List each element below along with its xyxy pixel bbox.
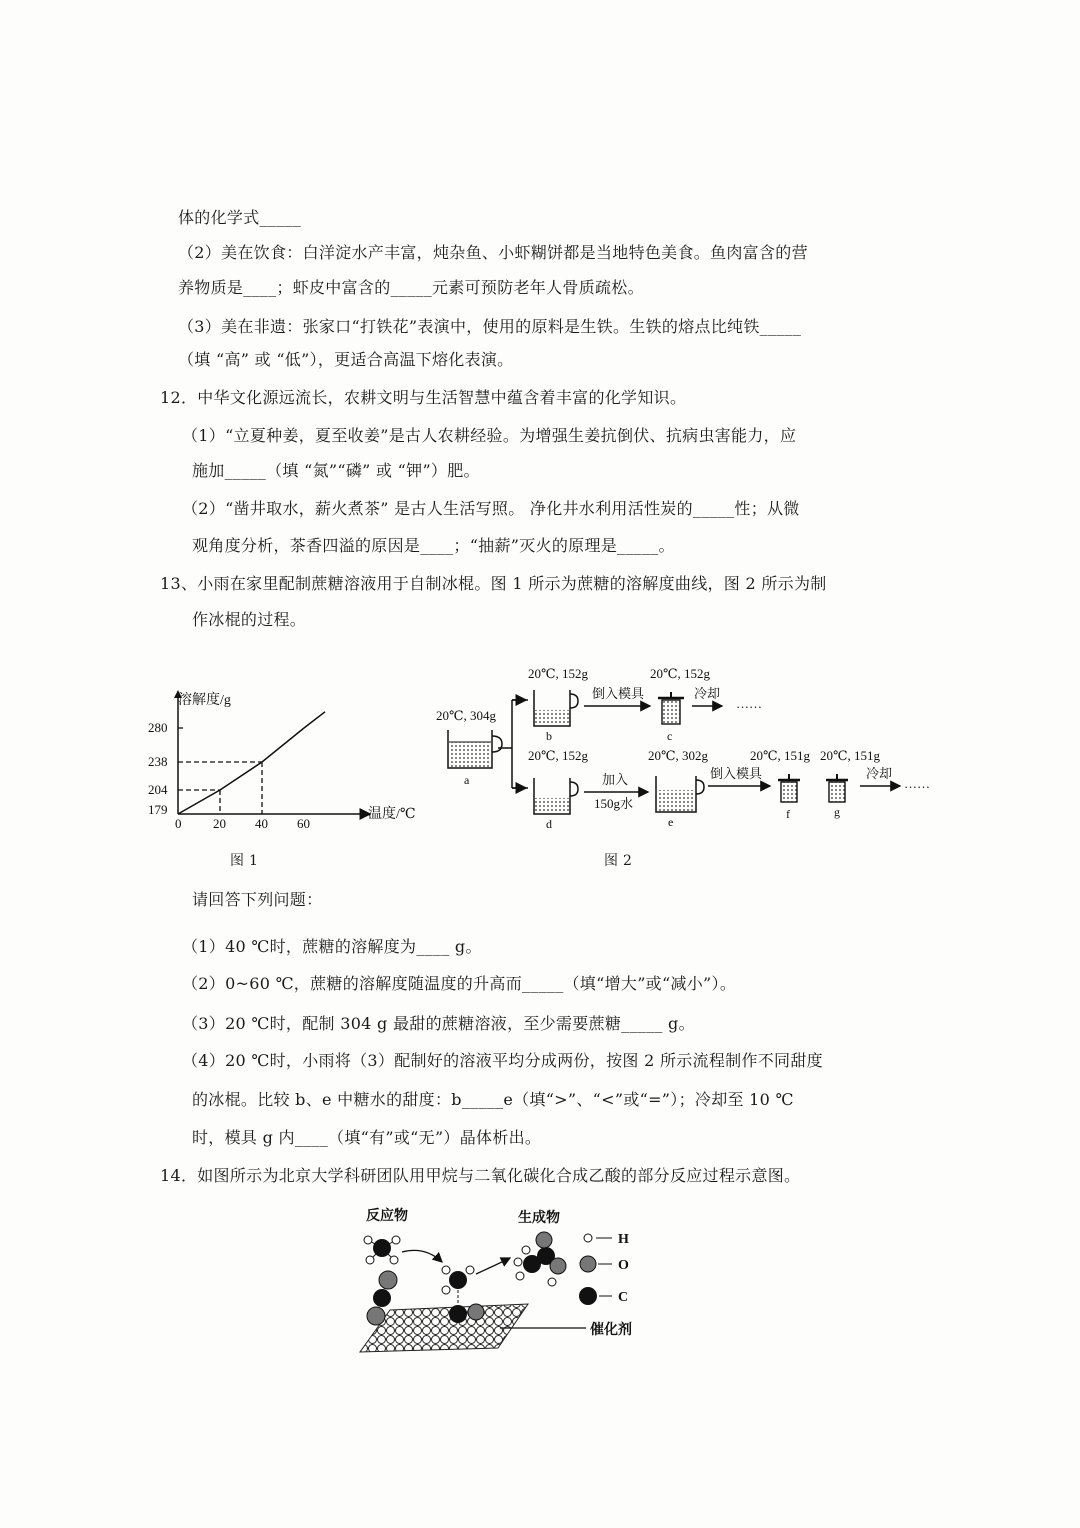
methane-molecule <box>364 1236 400 1264</box>
text-line: （3）美在非遗：张家口“打铁花”表演中，使用的原料是生铁。生铁的熔点比纯铁_____ <box>178 317 802 336</box>
question-12-stem: 12．中华文化源远流长，农耕文明与生活智慧中蕴含着丰富的化学知识。 <box>160 388 687 407</box>
text-line: （4）20 ℃时，小雨将（3）配制好的溶液平均分成两份，按图 2 所示流程制作不同甜度 <box>182 1051 823 1070</box>
text-line: （1）40 ℃时，蔗糖的溶解度为____ g。 <box>182 937 482 956</box>
mold-c <box>658 692 684 724</box>
ellipsis-top: …… <box>736 696 762 711</box>
text-line: （3）20 ℃时，配制 304 g 最甜的蔗糖溶液，至少需要蔗糖_____ g。 <box>182 1014 695 1033</box>
x-tick-label: 20 <box>213 816 226 831</box>
arrow-cool-g: 冷却 <box>866 766 893 781</box>
text-line: 施加_____（填 “氮”“磷” 或 “钾”）肥。 <box>192 461 480 480</box>
x-axis-label: 温度/℃ <box>368 807 416 822</box>
solubility-chart <box>140 680 440 860</box>
label-g: 20℃, 151g <box>820 748 881 763</box>
letter-e: e <box>668 815 674 829</box>
text-line: （1）“立夏种姜，夏至收姜”是古人农耕经验。为增强生姜抗倒伏、抗病虫害能力，应 <box>182 426 797 445</box>
label-c: 20℃, 152g <box>650 666 711 681</box>
y-axis-label: 溶解度/g <box>178 693 231 708</box>
arrow-cool-c: 冷却 <box>694 686 721 701</box>
acetic-acid-molecule <box>514 1232 566 1286</box>
figure-1-caption: 图 1 <box>230 853 259 869</box>
text-line: （2）美在饮食：白洋淀水产丰富，炖杂鱼、小虾糊饼都是当地特色美食。鱼肉富含的营 <box>178 243 808 262</box>
text-line: 观角度分析，茶香四溢的原因是____；“抽薪”灭火的原理是_____。 <box>192 536 675 555</box>
solubility-curve <box>178 712 325 814</box>
label-f: 20℃, 151g <box>750 748 811 763</box>
legend-o: O <box>618 1258 629 1273</box>
text-line: 时，模具 g 内____（填“有”或“无”）晶体析出。 <box>192 1128 542 1147</box>
ellipsis-bottom: …… <box>904 776 930 791</box>
x-tick-label: 40 <box>255 816 268 831</box>
reaction-diagram <box>350 1200 690 1360</box>
beaker-d <box>534 778 578 814</box>
letter-a: a <box>464 773 470 787</box>
y-tick-label: 204 <box>148 782 168 797</box>
label-b: 20℃, 152g <box>528 666 589 681</box>
text-line: （2）0~60 ℃，蔗糖的溶解度随温度的升高而_____（填“增大”或“减小”）。 <box>182 974 737 993</box>
label-d: 20℃, 152g <box>528 748 589 763</box>
process-diagram <box>430 660 950 840</box>
letter-d: d <box>546 817 552 831</box>
atom-legend <box>579 1232 629 1305</box>
legend-c: C <box>618 1290 629 1305</box>
letter-c: c <box>667 729 673 743</box>
text-line: 的冰棍。比较 b、e 中糖水的甜度：b_____e（填“>”、“<”或“=”）；冷却至 10 ℃ <box>192 1090 794 1109</box>
text-line: 养物质是____；虾皮中富含的_____元素可预防老年人骨质疏松。 <box>178 278 644 297</box>
arrow-add-2: 150g水 <box>594 796 634 811</box>
catalyst-label: 催化剂 <box>590 1323 632 1338</box>
letter-f: f <box>786 807 790 821</box>
question-13-stem: 13、小雨在家里配制蔗糖溶液用于自制冰棍。图 1 所示为蔗糖的溶解度曲线，图 2 所示为制 <box>160 574 827 593</box>
arrow-add-1: 加入 <box>602 772 629 787</box>
x-tick-label: 60 <box>297 816 310 831</box>
beaker-e <box>656 776 704 812</box>
y-tick-label: 238 <box>148 754 168 769</box>
question-14-stem: 14．如图所示为北京大学科研团队用甲烷与二氧化碳化合成乙酸的部分反应过程示意图。 <box>160 1166 801 1185</box>
beaker-b <box>534 690 578 726</box>
mold-f <box>778 774 800 802</box>
figure-2-caption: 图 2 <box>604 853 633 869</box>
letter-b: b <box>546 729 552 743</box>
arrow-pour-ef: 倒入模具 <box>710 766 763 781</box>
beaker-a <box>448 730 502 768</box>
mold-g <box>826 774 848 802</box>
product-label: 生成物 <box>518 1211 560 1226</box>
y-tick-label: 280 <box>148 720 168 735</box>
legend-h: H <box>618 1232 629 1247</box>
reactant-label: 反应物 <box>366 1209 408 1224</box>
text-line: 请回答下列问题： <box>192 890 323 909</box>
origin-label: 0 <box>175 816 182 831</box>
text-line: （2）“凿井取水，薪火煮茶” 是古人生活写照。 净化井水利用活性炭的_____性；从微 <box>182 499 800 518</box>
text-line: （填 “高” 或 “低”），更适合高温下熔化表演。 <box>178 350 514 369</box>
arrow-pour-bc: 倒入模具 <box>592 686 645 701</box>
label-a: 20℃, 304g <box>436 708 497 723</box>
text-line: 作冰棍的过程。 <box>192 610 307 629</box>
y-tick-label: 179 <box>148 802 168 817</box>
label-e: 20℃, 302g <box>648 748 709 763</box>
letter-g: g <box>834 805 840 819</box>
text-line: 体的化学式_____ <box>178 208 302 227</box>
